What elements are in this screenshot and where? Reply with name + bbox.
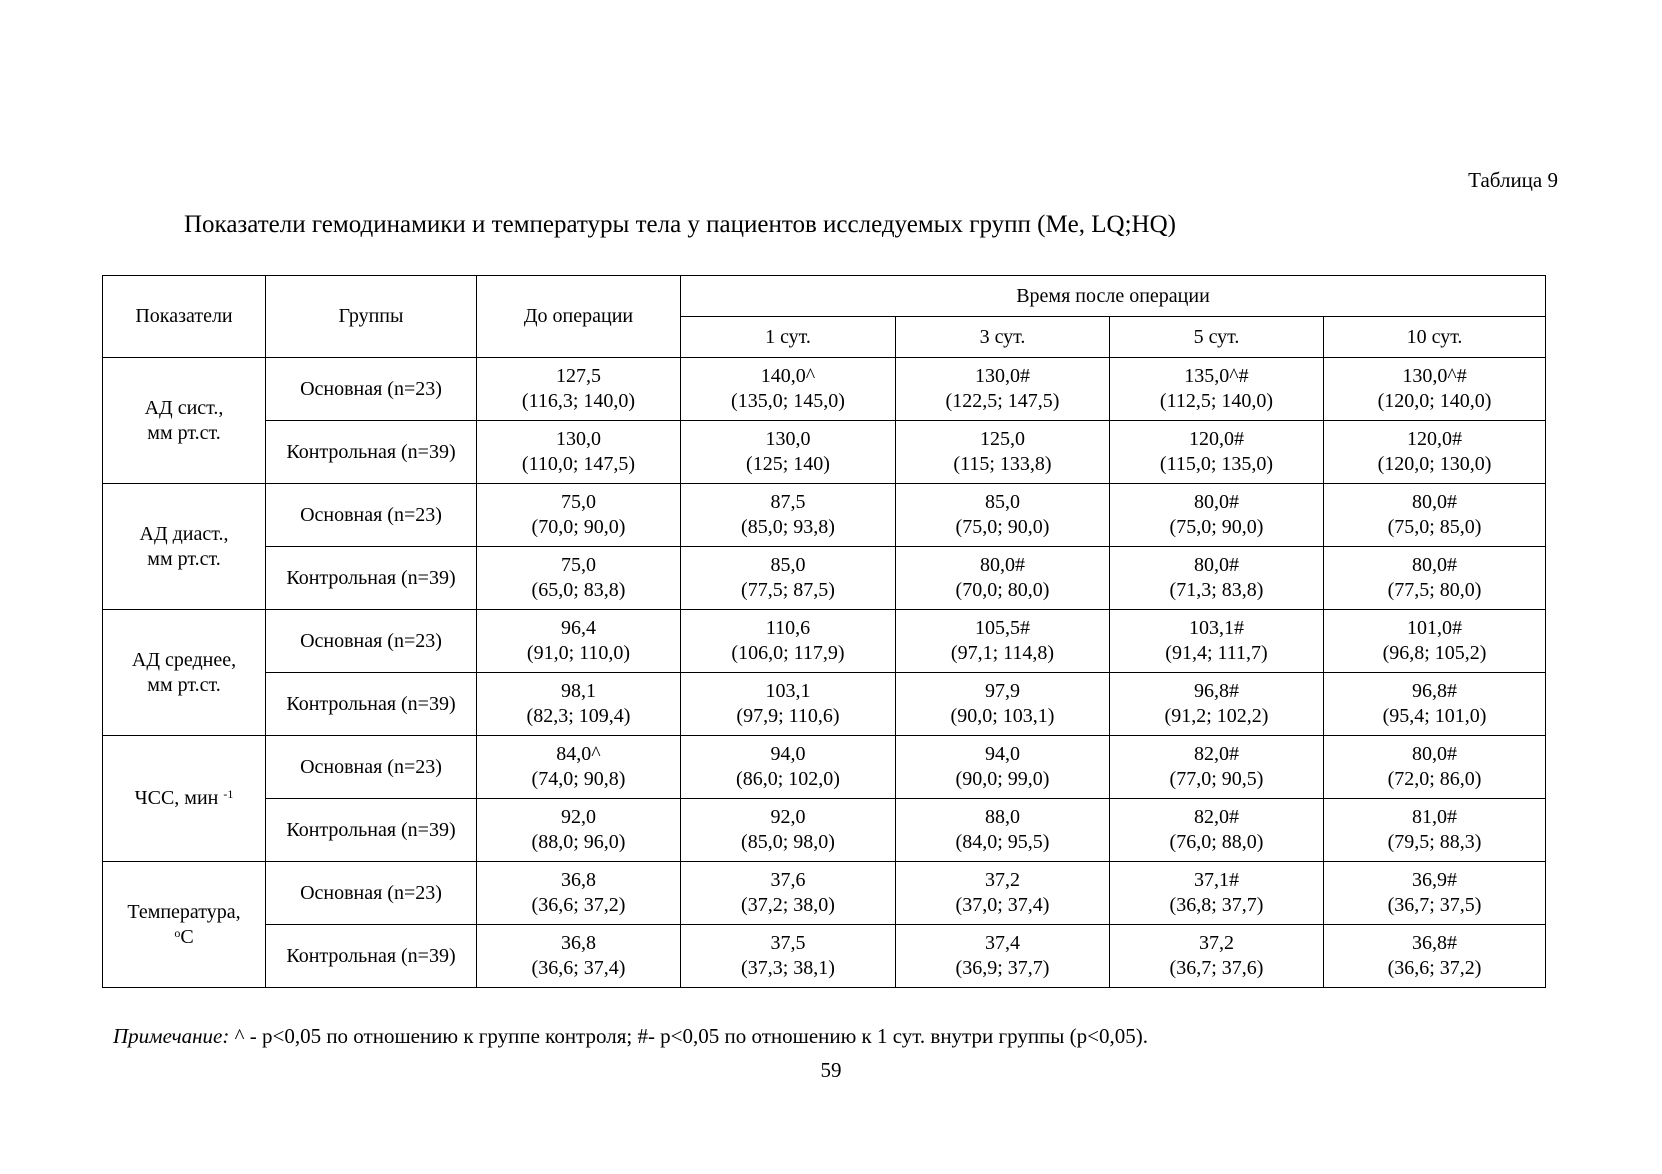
median-value: 37,4 xyxy=(985,932,1020,954)
quartile-range: (85,0; 98,0) xyxy=(741,831,835,853)
median-value: 36,8 xyxy=(561,869,596,891)
value-cell xyxy=(1110,736,1324,799)
indicator-cell xyxy=(103,358,266,484)
indicator-unit xyxy=(103,925,265,950)
group-name: Основная (n=23) xyxy=(266,610,477,673)
value-cell xyxy=(1324,610,1546,673)
quartile-range: (120,0; 140,0) xyxy=(1377,390,1492,412)
value-cell xyxy=(896,547,1110,610)
table-body xyxy=(103,358,1546,988)
indicator-unit-text: C xyxy=(180,925,194,948)
value-cell xyxy=(681,925,896,988)
value-cell xyxy=(1110,862,1324,925)
value-cell xyxy=(477,925,681,988)
median-value: 80,0# xyxy=(1412,491,1457,513)
table-row xyxy=(103,358,1546,421)
quartile-range: (77,5; 87,5) xyxy=(741,579,835,601)
median-value: 85,0 xyxy=(985,491,1020,513)
median-value: 81,0# xyxy=(1412,806,1457,828)
quartile-range: (116,3; 140,0) xyxy=(521,390,636,412)
median-value: 92,0 xyxy=(770,806,806,828)
table-number: Таблица 9 xyxy=(1468,168,1558,192)
value-cell xyxy=(1110,358,1324,421)
median-value: 96,8# xyxy=(1194,680,1239,702)
quartile-range: (91,2; 102,2) xyxy=(1164,705,1269,727)
indicator-name: Температура, xyxy=(127,900,241,923)
header-day-1: 1 сут. xyxy=(681,317,896,358)
value-cell xyxy=(1324,925,1546,988)
header-day-5: 5 сут. xyxy=(1110,317,1324,358)
median-value: 36,8 xyxy=(561,932,596,954)
quartile-range: (115,0; 135,0) xyxy=(1159,453,1274,475)
quartile-range: (70,0; 90,0) xyxy=(531,516,626,538)
median-value: 75,0 xyxy=(561,491,596,513)
median-value: 37,2 xyxy=(985,869,1020,891)
indicator-cell xyxy=(103,610,266,736)
quartile-range: (84,0; 95,5) xyxy=(955,831,1050,853)
quartile-range: (37,0; 37,4) xyxy=(955,894,1050,916)
value-cell xyxy=(1324,484,1546,547)
median-value: 80,0# xyxy=(1194,491,1239,513)
table-row xyxy=(103,610,1546,673)
quartile-range: (96,8; 105,2) xyxy=(1382,642,1487,664)
value-cell xyxy=(1324,736,1546,799)
quartile-range: (90,0; 99,0) xyxy=(955,768,1050,790)
table-row xyxy=(103,862,1546,925)
quartile-range: (77,5; 80,0) xyxy=(1387,579,1482,601)
quartile-range: (65,0; 83,8) xyxy=(531,579,626,601)
indicator-unit-superscript: -1 xyxy=(223,787,234,801)
indicator-cell xyxy=(103,484,266,610)
quartile-range: (36,7; 37,6) xyxy=(1169,957,1264,979)
table-row xyxy=(103,673,1546,736)
indicator-unit xyxy=(103,421,265,446)
median-value: 80,0# xyxy=(1194,554,1239,576)
quartile-range: (85,0; 93,8) xyxy=(741,516,835,538)
table-caption: Показатели гемодинамики и температуры тела у пациентов исследуемых групп (Me, LQ;HQ) xyxy=(184,211,1176,238)
indicator-name: АД среднее, xyxy=(131,648,237,671)
quartile-range: (97,1; 114,8) xyxy=(950,642,1055,664)
note-text: ^ - p<0,05 по отношению к группе контроля; #- p<0,05 по отношению к 1 сут. внутри группы (p<0,05). xyxy=(229,1024,1148,1048)
quartile-range: (91,4; 111,7) xyxy=(1165,642,1268,664)
median-value: 98,1 xyxy=(561,680,596,702)
median-value: 94,0 xyxy=(985,743,1020,765)
median-value: 75,0 xyxy=(561,554,596,576)
median-value: 37,5 xyxy=(770,932,806,954)
value-cell xyxy=(681,799,896,862)
indicator-name: ЧСС, мин $^{-1}$ xyxy=(134,787,234,809)
quartile-range: (115; 133,8) xyxy=(953,453,1052,475)
quartile-range: (97,9; 110,6) xyxy=(736,705,840,727)
value-cell xyxy=(477,484,681,547)
quartile-range: (75,0; 90,0) xyxy=(955,516,1050,538)
header-day-3: 3 сут. xyxy=(896,317,1110,358)
value-cell xyxy=(1324,421,1546,484)
value-cell xyxy=(681,673,896,736)
median-value: 36,9# xyxy=(1412,869,1457,891)
quartile-range: (90,0; 103,1) xyxy=(950,705,1055,727)
group-name: Контрольная (n=39) xyxy=(266,547,477,610)
header-indicators: Показатели xyxy=(103,276,266,358)
median-value: 88,0 xyxy=(985,806,1020,828)
value-cell xyxy=(1110,799,1324,862)
indicator-unit-text: мм рт.ст. xyxy=(147,547,221,570)
value-cell xyxy=(1110,610,1324,673)
value-cell xyxy=(1324,673,1546,736)
value-cell xyxy=(477,736,681,799)
median-value: 105,5# xyxy=(975,617,1030,639)
quartile-range: (70,0; 80,0) xyxy=(955,579,1050,601)
value-cell xyxy=(681,862,896,925)
quartile-range: (135,0; 145,0) xyxy=(731,390,845,412)
quartile-range: (36,6; 37,2) xyxy=(531,894,626,916)
quartile-range: (125; 140) xyxy=(746,453,830,475)
table-row xyxy=(103,799,1546,862)
median-value: 127,5 xyxy=(556,365,601,387)
note-label: Примечание: xyxy=(113,1024,230,1048)
quartile-range: (76,0; 88,0) xyxy=(1169,831,1264,853)
quartile-range: (36,9; 37,7) xyxy=(955,957,1050,979)
page-number: 59 xyxy=(820,1058,842,1082)
quartile-range: (120,0; 130,0) xyxy=(1377,453,1492,475)
median-value: 96,4 xyxy=(561,617,596,639)
value-cell xyxy=(681,484,896,547)
median-value: 103,1# xyxy=(1189,617,1244,639)
indicator-unit xyxy=(103,673,265,698)
indicator-cell xyxy=(103,862,266,988)
table-row xyxy=(103,736,1546,799)
median-value: 130,0^# xyxy=(1402,365,1467,387)
table-row xyxy=(103,484,1546,547)
group-name: Основная (n=23) xyxy=(266,736,477,799)
value-cell xyxy=(896,610,1110,673)
median-value: 140,0^ xyxy=(760,365,816,387)
quartile-range: (110,0; 147,5) xyxy=(521,453,636,475)
median-value: 80,0# xyxy=(1412,554,1457,576)
quartile-range: (37,2; 38,0) xyxy=(741,894,835,916)
table-row xyxy=(103,421,1546,484)
indicator-unit xyxy=(103,547,265,572)
value-cell xyxy=(477,799,681,862)
median-value: 92,0 xyxy=(561,806,596,828)
header-time-after-surgery: Время после операции xyxy=(681,276,1546,317)
quartile-range: (75,0; 85,0) xyxy=(1387,516,1482,538)
quartile-range: (37,3; 38,1) xyxy=(741,957,835,979)
value-cell xyxy=(896,736,1110,799)
quartile-range: (71,3; 83,8) xyxy=(1169,579,1264,601)
group-name: Контрольная (n=39) xyxy=(266,421,477,484)
group-name: Контрольная (n=39) xyxy=(266,673,477,736)
value-cell xyxy=(681,421,896,484)
header-day-10: 10 сут. xyxy=(1324,317,1546,358)
quartile-range: (36,6; 37,2) xyxy=(1387,957,1482,979)
median-value: 94,0 xyxy=(770,743,806,765)
group-name: Контрольная (n=39) xyxy=(266,925,477,988)
quartile-range: (122,5; 147,5) xyxy=(945,390,1060,412)
median-value: 37,6 xyxy=(770,869,806,891)
median-value: 97,9 xyxy=(985,680,1020,702)
median-value: 120,0# xyxy=(1189,428,1244,450)
median-value: 101,0# xyxy=(1407,617,1462,639)
indicator-unit-text: мм рт.ст. xyxy=(147,673,221,696)
quartile-range: (36,8; 37,7) xyxy=(1169,894,1264,916)
median-value: 130,0 xyxy=(765,428,811,450)
value-cell xyxy=(896,673,1110,736)
value-cell xyxy=(1324,862,1546,925)
median-value: 82,0# xyxy=(1194,806,1239,828)
value-cell xyxy=(477,673,681,736)
median-value: 80,0# xyxy=(980,554,1025,576)
quartile-range: (75,0; 90,0) xyxy=(1169,516,1264,538)
quartile-range: (88,0; 96,0) xyxy=(531,831,626,853)
header-groups: Группы xyxy=(266,276,477,358)
quartile-range: (86,0; 102,0) xyxy=(736,768,840,790)
median-value: 130,0# xyxy=(975,365,1030,387)
indicator-unit-text: мм рт.ст. xyxy=(147,421,221,444)
median-value: 135,0^# xyxy=(1184,365,1249,387)
median-value: 120,0# xyxy=(1407,428,1462,450)
value-cell xyxy=(477,547,681,610)
group-name: Основная (n=23) xyxy=(266,862,477,925)
data-table xyxy=(102,275,1546,988)
indicator-cell xyxy=(103,736,266,862)
median-value: 125,0 xyxy=(980,428,1025,450)
median-value: 80,0# xyxy=(1412,743,1457,765)
group-name: Основная (n=23) xyxy=(266,358,477,421)
value-cell xyxy=(1110,421,1324,484)
value-cell xyxy=(1110,925,1324,988)
value-cell xyxy=(477,862,681,925)
median-value: 82,0# xyxy=(1194,743,1239,765)
table-row xyxy=(103,547,1546,610)
median-value: 37,1# xyxy=(1194,869,1239,891)
indicator-unit-superscript: o xyxy=(174,925,181,940)
value-cell xyxy=(1110,673,1324,736)
quartile-range: (77,0; 90,5) xyxy=(1169,768,1264,790)
median-value: 87,5 xyxy=(770,491,806,513)
header-before-surgery: До операции xyxy=(477,276,681,358)
median-value: 37,2 xyxy=(1199,932,1234,954)
value-cell xyxy=(681,358,896,421)
median-value: 84,0^ xyxy=(556,743,601,765)
value-cell xyxy=(896,799,1110,862)
value-cell xyxy=(477,610,681,673)
value-cell xyxy=(681,610,896,673)
group-name: Основная (n=23) xyxy=(266,484,477,547)
value-cell xyxy=(896,925,1110,988)
value-cell xyxy=(477,421,681,484)
value-cell xyxy=(681,736,896,799)
value-cell xyxy=(1110,547,1324,610)
indicator-name: АД диаст., xyxy=(139,522,229,545)
table-row xyxy=(103,925,1546,988)
value-cell xyxy=(1324,358,1546,421)
median-value: 36,8# xyxy=(1412,932,1457,954)
quartile-range: (74,0; 90,8) xyxy=(531,768,626,790)
quartile-range: (91,0; 110,0) xyxy=(526,642,631,664)
value-cell xyxy=(896,484,1110,547)
value-cell xyxy=(896,358,1110,421)
quartile-range: (95,4; 101,0) xyxy=(1382,705,1487,727)
value-cell xyxy=(1110,484,1324,547)
median-value: 130,0 xyxy=(556,428,601,450)
value-cell xyxy=(681,547,896,610)
value-cell xyxy=(1324,547,1546,610)
group-name: Контрольная (n=39) xyxy=(266,799,477,862)
indicator-name: АД сист., xyxy=(144,396,224,419)
quartile-range: (79,5; 88,3) xyxy=(1387,831,1482,853)
value-cell xyxy=(477,358,681,421)
table-note xyxy=(113,1024,1148,1049)
median-value: 110,6 xyxy=(765,617,811,639)
quartile-range: (36,7; 37,5) xyxy=(1387,894,1482,916)
median-value: 85,0 xyxy=(770,554,806,576)
median-value: 96,8# xyxy=(1412,680,1457,702)
value-cell xyxy=(896,421,1110,484)
median-value: 103,1 xyxy=(765,680,811,702)
quartile-range: (36,6; 37,4) xyxy=(531,957,626,979)
value-cell xyxy=(896,862,1110,925)
quartile-range: (82,3; 109,4) xyxy=(526,705,631,727)
quartile-range: (112,5; 140,0) xyxy=(1159,390,1274,412)
value-cell xyxy=(1324,799,1546,862)
quartile-range: (72,0; 86,0) xyxy=(1387,768,1482,790)
quartile-range: (106,0; 117,9) xyxy=(731,642,845,664)
